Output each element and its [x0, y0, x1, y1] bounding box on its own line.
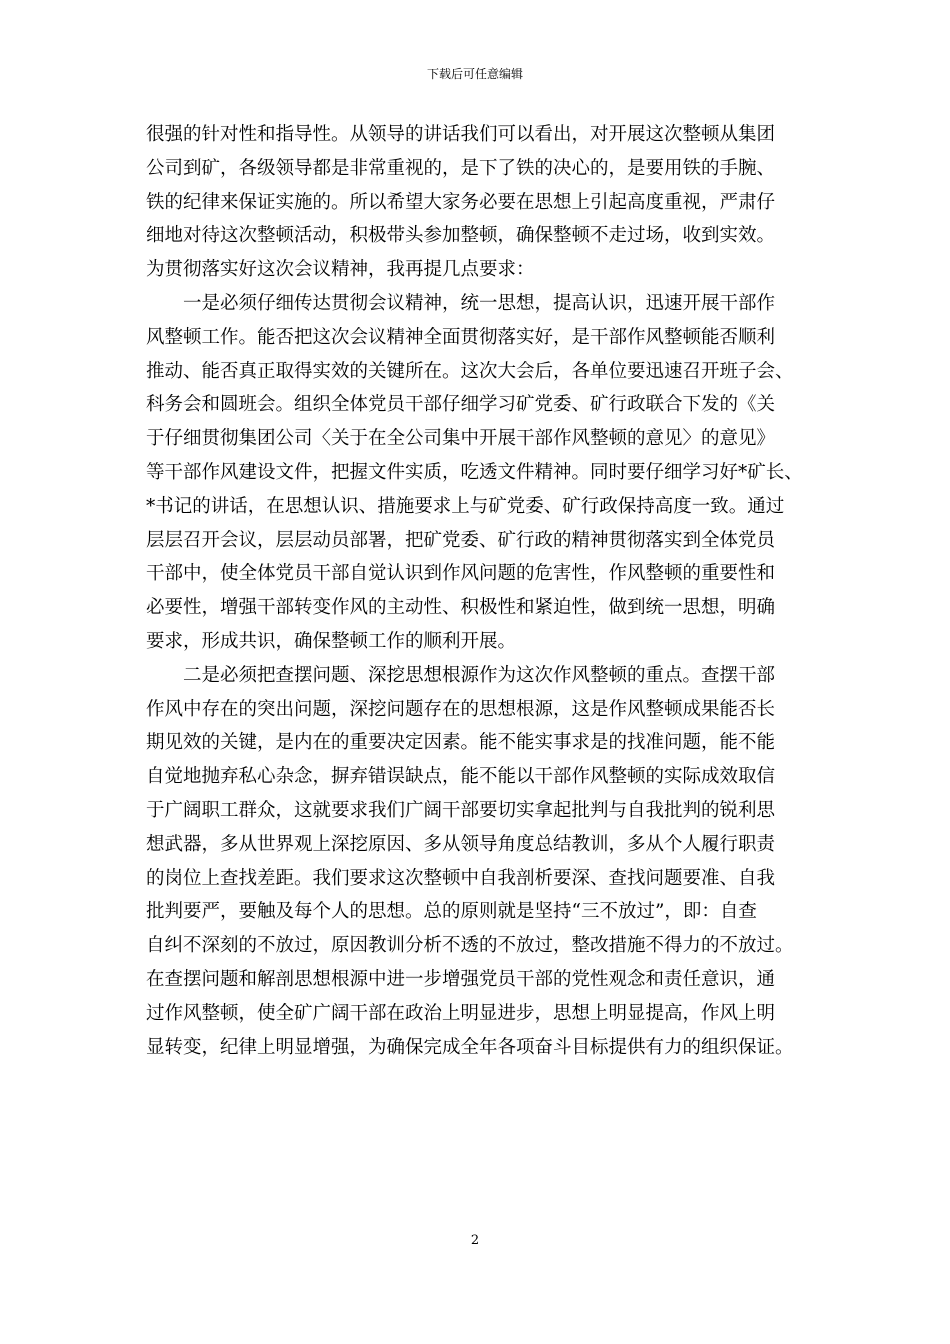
text-line: 干部中，使全体党员干部自觉认识到作风问题的危害性，作风整顿的重要性和	[146, 563, 776, 585]
document-body	[146, 118, 824, 1064]
text-line: 推动、能否真正取得实效的关键所在。这次大会后，各单位要迅速召开班子会、	[146, 360, 794, 382]
text-line: 一是必须仔细传达贯彻会议精神，统一思想，提高认识，迅速开展干部作	[183, 292, 776, 314]
text-line: 细地对待这次整顿活动，积极带头参加整顿，确保整顿不走过场，收到实效。	[146, 225, 776, 247]
text-line: 二是必须把查摆问题、深挖思想根源作为这次作风整顿的重点。查摆干部	[183, 664, 776, 686]
text-line: 于广阔职工群众，这就要求我们广阔干部要切实拿起批判与自我批判的锐利思	[146, 799, 776, 821]
text-line: 风整顿工作。能否把这次会议精神全面贯彻落实好，是干部作风整顿能否顺利	[146, 326, 776, 348]
paragraph	[146, 659, 824, 1065]
text-line: 必要性，增强干部转变作风的主动性、积极性和紧迫性，做到统一思想，明确	[146, 597, 776, 619]
text-line: 公司到矿，各级领导都是非常重视的，是下了铁的决心的，是要用铁的手腕、	[146, 157, 776, 179]
text-line: 科务会和圆班会。组织全体党员干部仔细学习矿党委、矿行政联合下发的《关	[146, 394, 776, 416]
page-header: 下载后可任意编辑	[426, 67, 523, 81]
text-line: 显转变，纪律上明显增强，为确保完成全年各项奋斗目标提供有力的组织保证。	[146, 1036, 794, 1058]
text-line: 过作风整顿，使全矿广阔干部在政治上明显进步，思想上明显提高，作风上明	[146, 1002, 776, 1024]
page-number: 2	[470, 1233, 480, 1248]
text-line: 自觉地抛弃私心杂念，摒弃错误缺点，能不能以干部作风整顿的实际成效取信	[146, 766, 776, 788]
text-line: 铁的纪律来保证实施的。所以希望大家务必要在思想上引起高度重视，严肃仔	[146, 191, 776, 213]
text-line: 想武器，多从世界观上深挖原因、多从领导角度总结教训，多从个人履行职责	[146, 833, 776, 855]
text-line: 作风中存在的突出问题，深挖问题存在的思想根源，这是作风整顿成果能否长	[146, 698, 776, 720]
text-line: 很强的针对性和指导性。从领导的讲话我们可以看出，对开展这次整顿从集团	[146, 124, 776, 145]
text-line: 于仔细贯彻集团公司〈关于在全公司集中开展干部作风整顿的意见〉的意见》	[146, 428, 776, 450]
text-line: 层层召开会议，层层动员部署，把矿党委、矿行政的精神贯彻落实到全体党员	[146, 529, 776, 551]
paragraph	[146, 287, 824, 659]
text-line: 的岗位上查找差距。我们要求这次整顿中自我剖析要深、查找问题要准、自我	[146, 867, 776, 889]
paragraph	[146, 118, 824, 287]
text-line: 为贯彻落实好这次会议精神，我再提几点要求：	[146, 259, 535, 281]
text-line: 期见效的关键，是内在的重要决定因素。能不能实事求是的找准问题，能不能	[146, 732, 776, 754]
text-line: 批判要严，要触及每个人的思想。总的原则就是坚持“三不放过”，即：自查	[146, 901, 757, 923]
text-line: 自纠不深刻的不放过，原因教训分析不透的不放过，整改措施不得力的不放过。	[146, 935, 794, 957]
text-line: 在查摆问题和解剖思想根源中进一步增强党员干部的党性观念和责任意识，通	[146, 968, 776, 990]
text-line: *书记的讲话，在思想认识、措施要求上与矿党委、矿行政保持高度一致。通过	[146, 495, 785, 517]
text-line: 要求，形成共识，确保整顿工作的顺利开展。	[146, 630, 517, 652]
text-line: 等干部作风建设文件，把握文件实质，吃透文件精神。同时要仔细学习好*矿长、	[146, 461, 803, 483]
